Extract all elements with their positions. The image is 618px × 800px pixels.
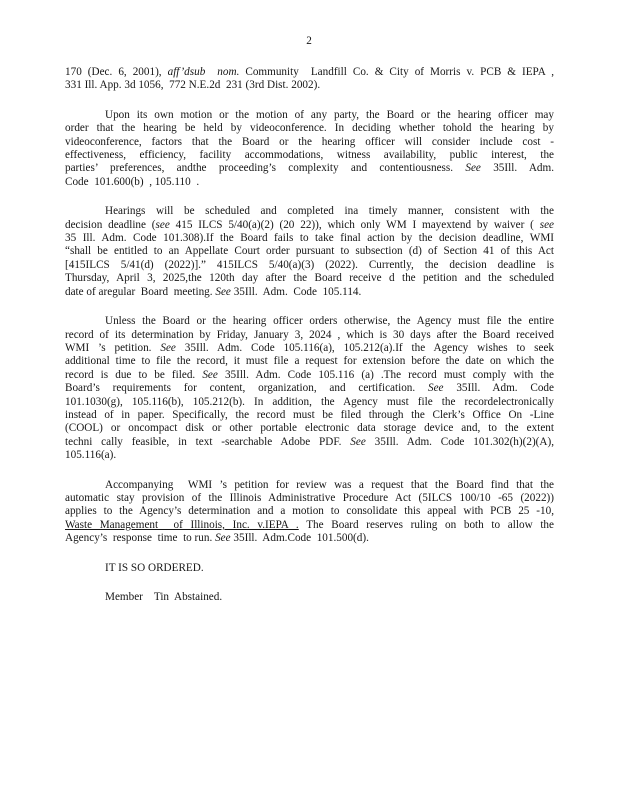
text-segment: 105.116(a). <box>65 449 117 462</box>
text-segment: techni cally feasible, in text -searchable Adobe PDF. <box>65 435 351 448</box>
text-line <box>65 396 554 409</box>
text-line <box>65 66 554 79</box>
text-segment: 35Ill. Adm. Code 105.116 (a) .The record must comply with the <box>217 368 554 381</box>
text-segment: Thursday, April 3, 2025,the 120th day after the Board receive d the petition and the scheduled <box>65 272 554 285</box>
text-line <box>65 492 554 505</box>
stay-motion-paragraph <box>65 479 554 546</box>
text-segment: Hearings will be scheduled and completed ina timely manner, consistent with the <box>105 205 554 218</box>
text-line <box>65 369 554 382</box>
text-line <box>65 259 554 272</box>
text-segment: (COOL) or oncompact disk or other portable electronic data storage device and, to the extent <box>65 422 554 435</box>
text-line <box>65 329 554 342</box>
text-line <box>65 315 554 328</box>
text-segment: WMI ’s petition. <box>65 341 161 354</box>
text-line <box>65 149 554 162</box>
text-segment: The Board reserves ruling on both to allow the <box>298 518 554 531</box>
text-line <box>65 176 554 189</box>
member-abstention <box>65 591 554 604</box>
text-segment: Code 101.600(b) , 105.110 . <box>65 175 200 188</box>
text-segment: instead of in paper. Specifically, the record must be filed through the Clerk’s Office On -Line <box>65 408 554 421</box>
text-segment: [415ILCS 5/41(d) (2022)].” 415ILCS 5/40(a)(3) (2022). Currently, the decision deadline is <box>65 258 554 271</box>
text-segment: effectiveness, efficiency, facility accommodations, witness availability, public interest, the <box>65 149 554 162</box>
text-segment: 35Ill. Adm. Code 101.302(h)(2)(A), <box>365 435 554 448</box>
text-segment: 35 Ill. Adm. Code 101.308).If the Board fails to take final action by the decision deadline, WMI <box>65 232 554 245</box>
text-line <box>65 449 554 462</box>
text-segment: 35Ill. Adm.Code 101.500(d). <box>230 532 369 545</box>
text-line <box>65 355 554 368</box>
text-line <box>65 422 554 435</box>
text-line <box>65 219 554 232</box>
citation-signal: See <box>160 341 176 354</box>
text-segment: 170 (Dec. 6, 2001), <box>65 66 168 78</box>
citation-signal: see <box>155 218 170 231</box>
text-line <box>65 162 554 175</box>
text-segment: date of aregular Board meeting. <box>65 285 216 298</box>
text-segment: additional time to file the record, it must file a request for extension before the date on which the <box>65 355 554 368</box>
text-segment: Agency’s response time to run. <box>65 532 216 545</box>
text-segment: Unless the Board or the hearing officer orders otherwise, the Agency must file the entire <box>105 315 554 328</box>
text-segment: automatic stay provision of the Illinois Administrative Procedure Act (5ILCS 100/10 -65 (2022)) <box>65 491 554 504</box>
text-line <box>65 519 554 532</box>
text-line <box>65 436 554 449</box>
text-line <box>65 532 554 545</box>
text-line <box>65 136 554 149</box>
order-statement <box>65 562 554 575</box>
text-line <box>65 562 554 575</box>
record-filing-paragraph <box>65 315 554 462</box>
text-segment: Community Landfill Co. & City of Morris v. PCB & IEPA , <box>239 66 554 78</box>
text-line <box>65 232 554 245</box>
text-segment: Upon its own motion or the motion of any party, the Board or the hearing officer may <box>105 108 554 121</box>
text-line <box>65 479 554 492</box>
page-number: 2 <box>306 35 312 47</box>
citation-signal: See <box>428 382 444 395</box>
text-line <box>65 382 554 395</box>
text-segment: IT IS SO ORDERED. <box>105 561 204 574</box>
text-segment: record of its determination by Friday, January 3, 2024 , which is 30 days after the Board received <box>65 328 554 341</box>
document-body <box>65 66 554 604</box>
case-citation: Waste Management of Illinois, Inc. v.IEPA . <box>65 518 299 531</box>
text-segment: record is due to be filed. <box>65 368 203 381</box>
hearings-deadline-paragraph <box>65 205 554 299</box>
text-segment: parties’ preferences, andthe proceeding’s complexity and contentiousness. <box>65 162 466 175</box>
text-segment: 35Ill. Adm. Code 105.116(a), 105.212(a).If the Agency wishes to seek <box>175 341 554 354</box>
citation-signal: See <box>202 368 218 381</box>
text-segment: 101.1030(g), 105.116(b), 105.212(b). In addition, the Agency must file the recordelectronically <box>65 395 554 408</box>
text-line <box>65 342 554 355</box>
text-segment: decision deadline ( <box>65 218 156 231</box>
text-line <box>65 286 554 299</box>
citation-signal: See <box>350 435 366 448</box>
text-segment: Member Tin Abstained. <box>105 591 223 603</box>
text-segment: “shall be entitled to an Appellate Court order pursuant to subsection (d) of Section 41 of this Act <box>65 245 554 258</box>
text-line <box>65 409 554 422</box>
citation-signal: See <box>215 285 231 298</box>
text-segment: 35Ill. Adm. Code 105.114. <box>230 285 362 298</box>
citation-signal: See <box>465 162 481 175</box>
videoconference-paragraph <box>65 109 554 189</box>
text-line <box>65 245 554 258</box>
text-segment: applies to the Agency’s determination and a motion to consolidate this appeal with PCB 25 -10, <box>65 505 554 518</box>
text-segment: Accompanying WMI ’s petition for review was a request that the Board find that the <box>105 478 554 491</box>
text-line <box>65 272 554 285</box>
text-line <box>65 591 554 604</box>
citation-signal: aff’dsub nom. <box>167 66 240 78</box>
text-line <box>65 79 554 92</box>
text-segment: 415 ILCS 5/40(a)(2) (20 22)), which only WM I mayextend by waiver ( <box>169 218 540 231</box>
citation-continuation <box>65 66 554 93</box>
citation-signal: see <box>539 218 555 231</box>
citation-signal: See <box>215 532 231 545</box>
text-line <box>65 505 554 518</box>
text-segment: 35Ill. Adm. <box>480 162 554 175</box>
text-segment: videoconference, factors that the Board or the hearing officer will consider include cost - <box>65 135 554 148</box>
text-line <box>65 205 554 218</box>
text-line <box>65 122 554 135</box>
text-segment: Board’s requirements for content, organization, and certification. <box>65 382 428 395</box>
text-segment: order that the hearing be held by videoconference. In deciding whether tohold the hearing by <box>65 122 554 135</box>
text-segment: 331 Ill. App. 3d 1056, 772 N.E.2d 231 (3rd Dist. 2002). <box>65 79 321 92</box>
text-line <box>65 109 554 122</box>
text-segment: 35Ill. Adm. Code <box>443 382 554 395</box>
